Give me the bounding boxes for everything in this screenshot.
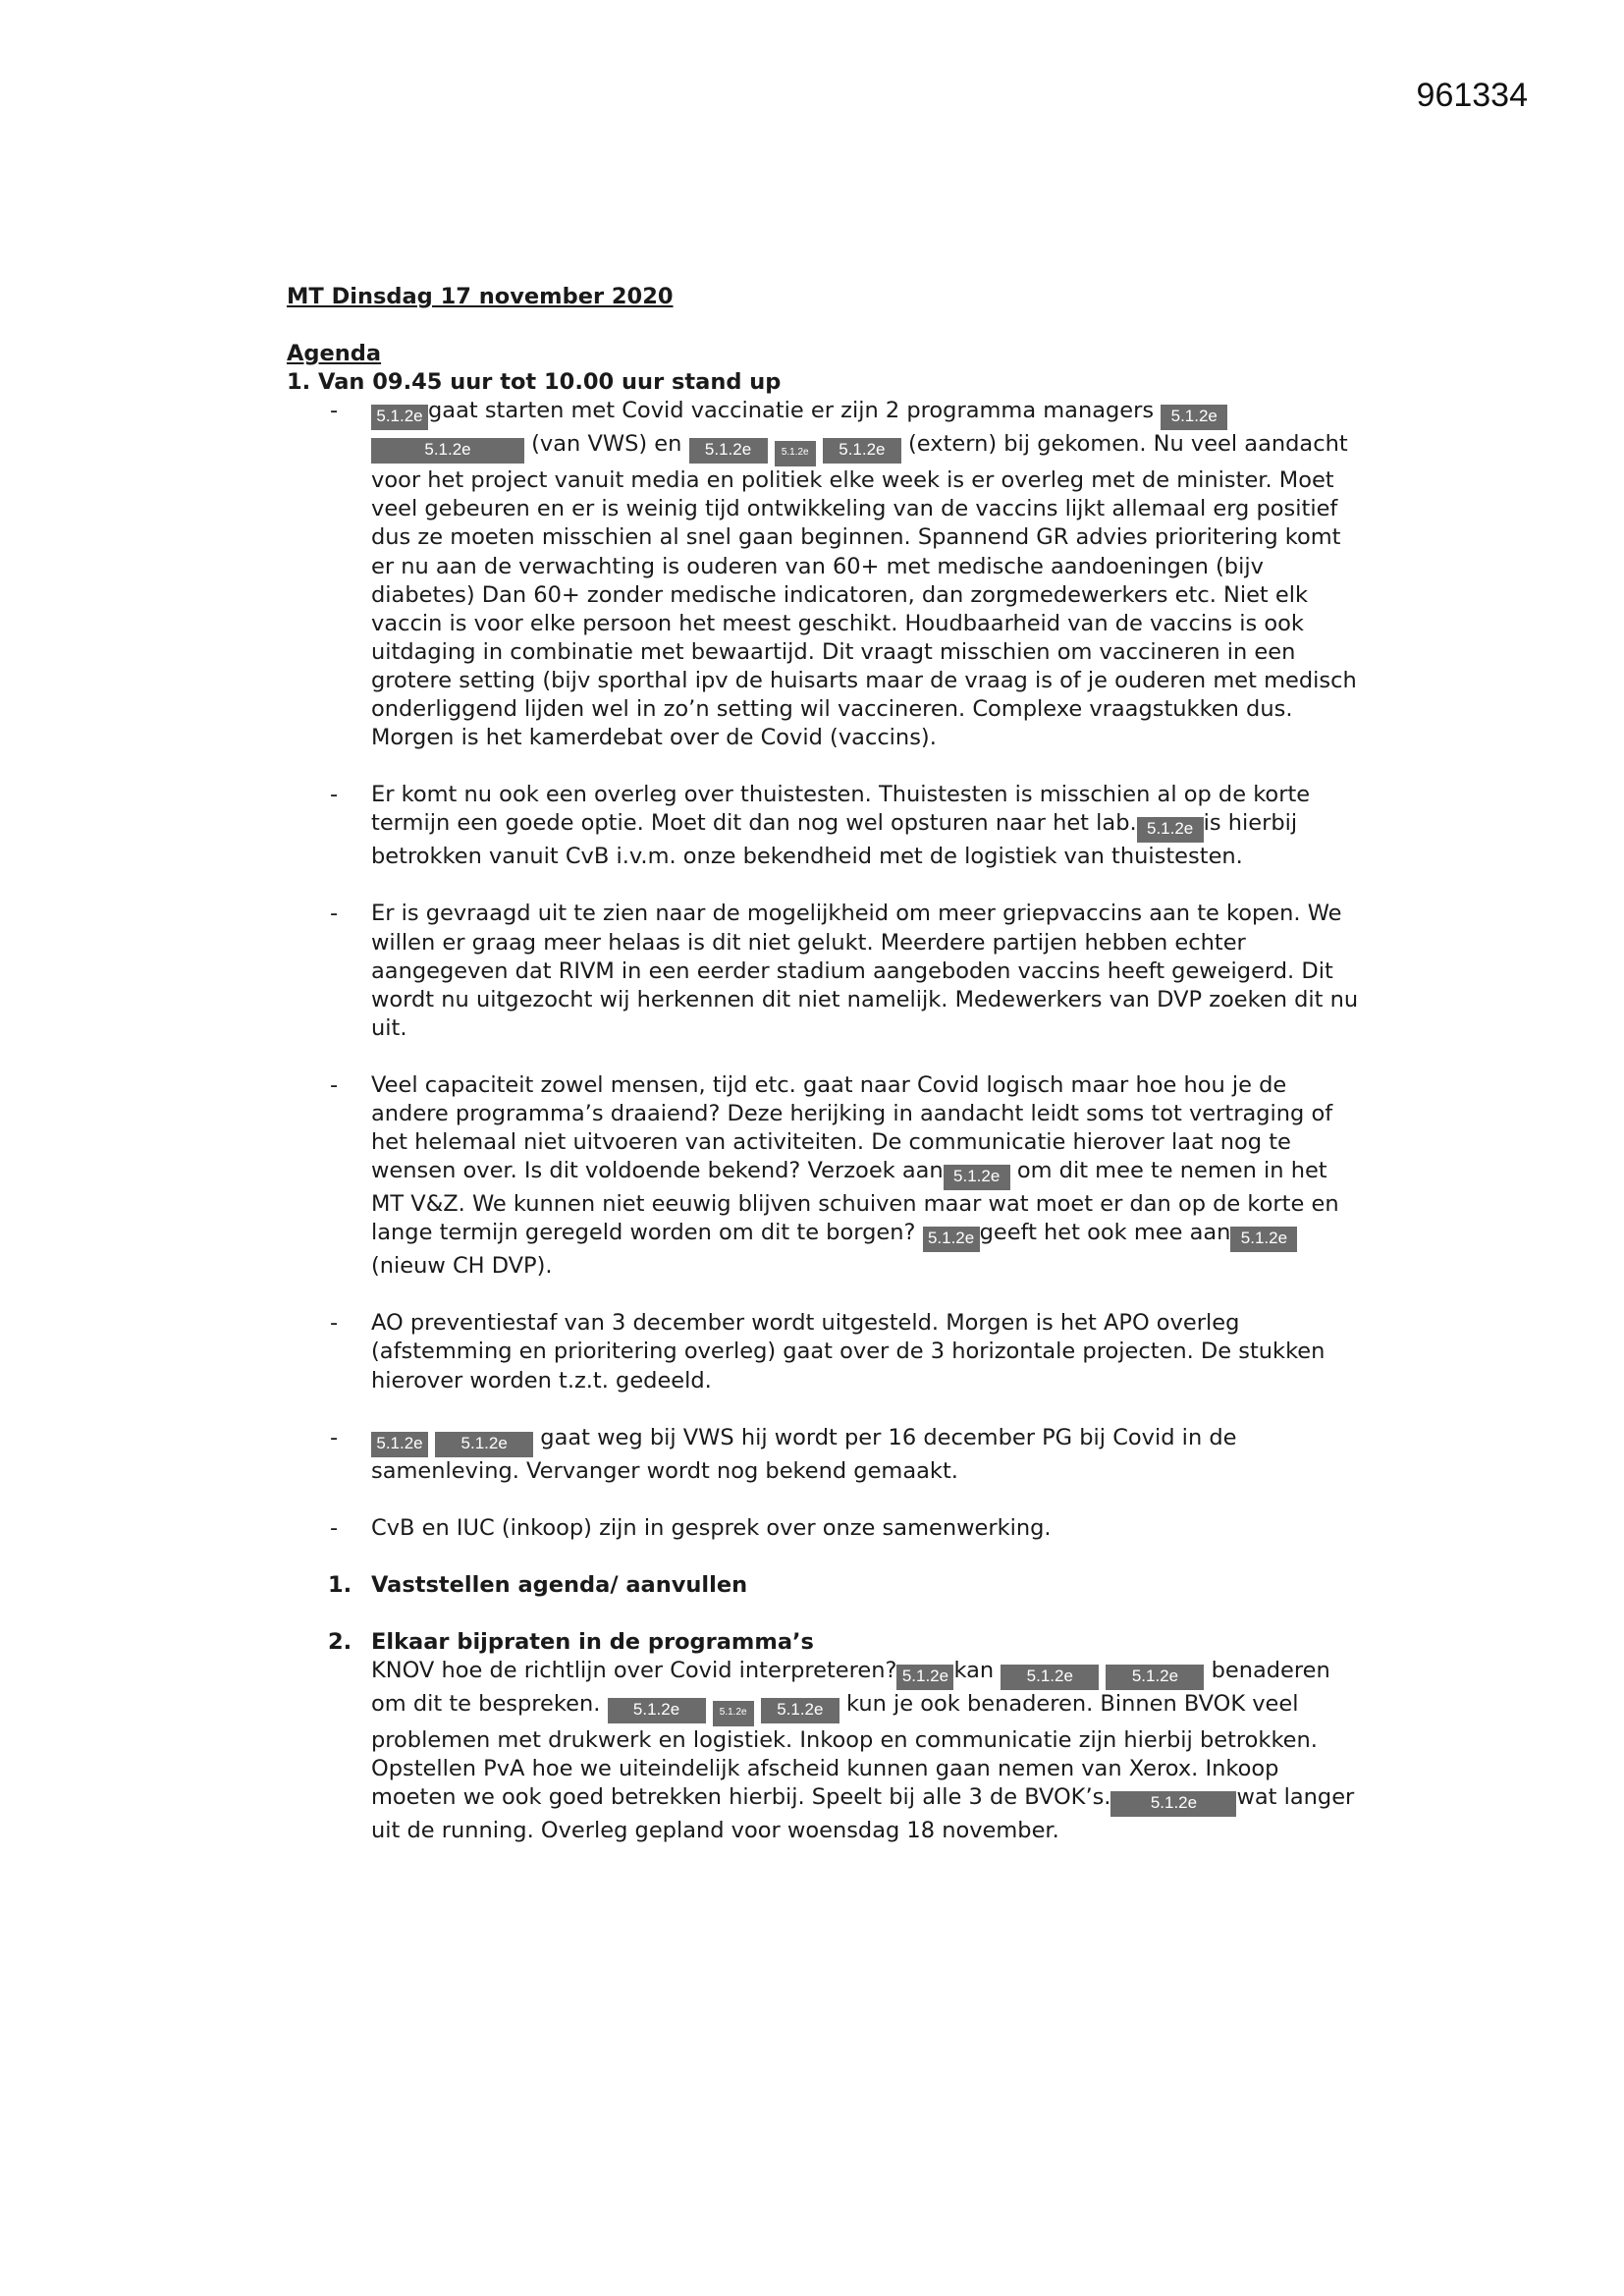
item-number: 2. bbox=[328, 1628, 352, 1655]
numbered-item bbox=[287, 1571, 1363, 1600]
bullet-text: Er is gevraagd uit te zien naar de mogelijkheid om meer griepvaccins aan te kopen. We willen er graag meer helaas is dit niet gelukt. Meerdere partijen hebben echter aangegeven dat RIVM in een eerder stadium aangeboden vaccins heeft geweigerd. Dit wordt nu uitgezocht wij herkennen dit niet namelijk. Medewerkers van DVP zoeken dit nu uit. bbox=[371, 901, 1359, 1041]
item-number: 1. bbox=[328, 1571, 352, 1598]
bullet-text: gaat starten met Covid vaccinatie er zijn 2 programma managers bbox=[428, 398, 1162, 424]
redaction: 5.1.2e bbox=[1106, 1665, 1204, 1690]
redaction: 5.1.2e bbox=[1161, 405, 1227, 430]
document-body bbox=[287, 283, 1367, 1874]
redaction: 5.1.2e bbox=[608, 1698, 706, 1723]
item-text: kan bbox=[953, 1658, 1001, 1683]
redaction: 5.1.2e bbox=[1137, 817, 1204, 843]
item-text: kun je ook benaderen. Binnen BVOK veel problemen met drukwerk en logistiek. Inkoop en communicatie zijn hierbij betrokken. Opstellen PvA hoe we uiteindelijk afscheid kunnen gaan nemen van Xerox. Inkoop moeten we ook goed betrekken hierbij. Speelt bij alle 3 de BVOK’s. bbox=[371, 1691, 1318, 1811]
redaction: 5.1.2e bbox=[923, 1227, 980, 1252]
bullet-text: AO preventiestaf van 3 december wordt uitgesteld. Morgen is het APO overleg (afstemming en prioritering overleg) gaat over de 3 horizontale projecten. De stukken hierover worden t.z.t. gedeeld. bbox=[371, 1310, 1326, 1394]
redaction: 5.1.2e bbox=[689, 438, 768, 464]
redaction: 5.1.2e bbox=[823, 438, 901, 464]
document-id: 961334 bbox=[1416, 77, 1528, 114]
list-item bbox=[287, 1514, 1363, 1543]
redaction: 5.1.2e bbox=[371, 438, 524, 464]
bullet-text: gaat weg bij VWS hij wordt per 16 december PG bij Covid in de samenleving. Vervanger wordt nog bekend gemaakt. bbox=[371, 1424, 1237, 1484]
numbered-item bbox=[287, 1628, 1363, 1845]
redaction: 5.1.2e bbox=[761, 1698, 839, 1723]
item1-heading: 1. Van 09.45 uur tot 10.00 uur stand up bbox=[287, 369, 782, 396]
bullet-text: CvB en IUC (inkoop) zijn in gesprek over onze samenwerking. bbox=[371, 1514, 1052, 1541]
standup-bullets bbox=[287, 397, 1367, 1543]
item-text: benaderen om dit te bespreken. bbox=[371, 1658, 1330, 1717]
list-item bbox=[287, 397, 1363, 752]
redaction: 5.1.2e bbox=[371, 405, 428, 430]
item-heading: Elkaar bijpraten in de programma’s bbox=[371, 1628, 814, 1655]
bullet-text: Er komt nu ook een overleg over thuistesten. Thuistesten is misschien al op de korte termijn een goede optie. Moet dit dan nog wel opsturen naar het lab. bbox=[371, 782, 1311, 837]
redaction: 5.1.2e bbox=[713, 1701, 754, 1726]
redaction: 5.1.2e bbox=[1230, 1227, 1297, 1252]
bullet-text: geeft het ook mee aan bbox=[979, 1220, 1231, 1246]
redaction: 5.1.2e bbox=[775, 441, 816, 466]
redaction: 5.1.2e bbox=[371, 1432, 428, 1457]
bullet-text: (van VWS) en bbox=[524, 431, 689, 458]
redaction: 5.1.2e bbox=[896, 1665, 953, 1690]
item-text: KNOV hoe de richtlijn over Covid interpreteren? bbox=[371, 1658, 897, 1683]
bullet-text: (extern) bij gekomen. Nu veel aandacht voor het project vanuit media en politiek elke week is er overleg met de minister. Moet veel gebeuren en er is weinig tijd ontwikkeling van de vaccins lijkt allemaal erg positief dus ze moeten misschien al snel gaan beginnen. Spannend GR advies prioritering komt er nu aan de verwachting is ouderen van 60+ met medische aandoeningen (bijv diabetes) Dan 60+ zonder medische indicatoren, dan zorgmedewerkers etc. Niet elk vaccin is voor elke persoon het meest geschikt. Houdbaarheid van de vaccins is ook uitdaging in combinatie met bewaartijd. Dit vraagt misschien om vaccineren in een grotere setting (bijv sporthal ipv de huisarts maar de vraag is of je ouderen met medisch onderliggend lijden wel in zo’n setting wil vaccineren. Complexe vraagstukken dus. Morgen is het kamerdebat over de Covid (vaccins). bbox=[371, 431, 1357, 751]
list-item bbox=[287, 781, 1363, 871]
bullet-text: Veel capaciteit zowel mensen, tijd etc. gaat naar Covid logisch maar hoe hou je de andere programma’s draaiend? Deze herijking in aandacht leidt soms tot vertraging of het helemaal niet uitvoeren van activiteiten. De communicatie hierover laat nog te wensen over. Is dit voldoende bekend? Verzoek aan bbox=[371, 1071, 1333, 1184]
item-text: wat langer uit de running. Overleg gepland voor woensdag 18 november. bbox=[371, 1784, 1355, 1844]
list-item bbox=[287, 1424, 1363, 1486]
bullet-text: is hierbij betrokken vanuit CvB i.v.m. onze bekendheid met de logistiek van thuistesten. bbox=[371, 810, 1298, 870]
redaction: 5.1.2e bbox=[1001, 1665, 1099, 1690]
bullet-text: om dit mee te nemen in het MT V&Z. We kunnen niet eeuwig blijven schuiven maar wat moet er dan op de korte en lange termijn geregeld worden om dit te borgen? bbox=[371, 1158, 1339, 1246]
agenda-heading: Agenda bbox=[287, 341, 382, 367]
redaction: 5.1.2e bbox=[1110, 1791, 1236, 1817]
redaction: 5.1.2e bbox=[944, 1165, 1010, 1190]
bullet-text: (nieuw CH DVP). bbox=[371, 1253, 553, 1280]
list-item bbox=[287, 1309, 1363, 1394]
page-title: MT Dinsdag 17 november 2020 bbox=[287, 284, 674, 309]
item-heading: Vaststellen agenda/ aanvullen bbox=[371, 1571, 748, 1598]
redaction: 5.1.2e bbox=[435, 1432, 533, 1457]
list-item bbox=[287, 900, 1363, 1042]
list-item bbox=[287, 1071, 1363, 1281]
